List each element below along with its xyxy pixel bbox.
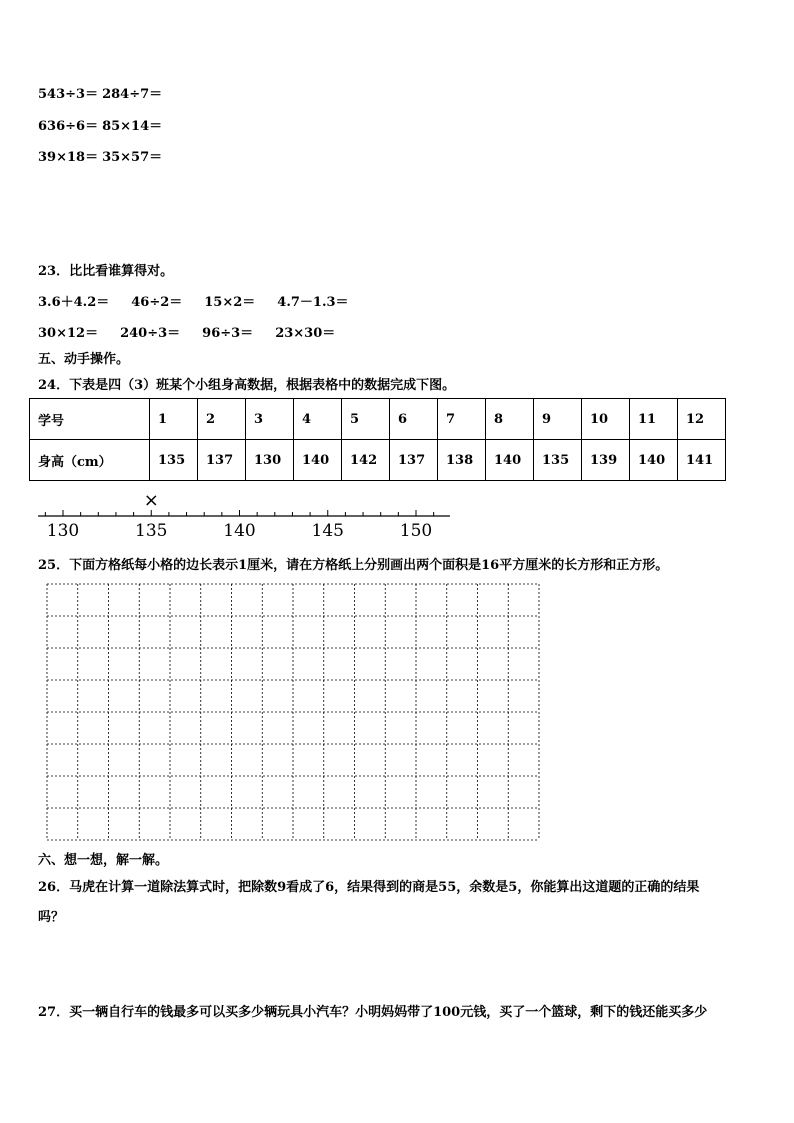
tick-label: 135 bbox=[135, 521, 168, 541]
table-cell: 9 bbox=[534, 399, 582, 440]
calc-row-1 bbox=[38, 83, 162, 102]
calc-item: 35×57＝ bbox=[102, 150, 163, 165]
section-6-heading: 六、想一想，解一解。 bbox=[38, 853, 169, 868]
table-cell: 2 bbox=[198, 399, 246, 440]
table-cell: 140 bbox=[486, 440, 534, 481]
table-cell: 137 bbox=[390, 440, 438, 481]
table-cell: 5 bbox=[342, 399, 390, 440]
table-cell: 137 bbox=[198, 440, 246, 481]
table-cell: 135 bbox=[150, 440, 198, 481]
calc-item: 284÷7＝ bbox=[102, 87, 163, 102]
table-cell: 140 bbox=[630, 440, 678, 481]
calc-row-3 bbox=[38, 146, 162, 165]
table-cell: 140 bbox=[294, 440, 342, 481]
table-cell: 6 bbox=[390, 399, 438, 440]
table-cell: 7 bbox=[438, 399, 486, 440]
q23-row-1 bbox=[38, 291, 349, 310]
height-table bbox=[29, 398, 726, 481]
q23-item: 30×12＝ bbox=[38, 326, 99, 341]
q23-item: 23×30＝ bbox=[275, 326, 336, 341]
tick-label: 145 bbox=[311, 521, 344, 541]
calc-item: 39×18＝ bbox=[38, 150, 99, 165]
q23-item: 3.6＋4.2＝ bbox=[38, 295, 110, 310]
calc-item: 85×14＝ bbox=[102, 119, 163, 134]
q23-title: 23．比比看谁算得对。 bbox=[38, 264, 174, 279]
q26-line-1: 26．马虎在计算一道除法算式时，把除数9看成了6，结果得到的商是55，余数是5，你能算出这道题的正确的结果 bbox=[38, 880, 700, 895]
table-cell: 11 bbox=[630, 399, 678, 440]
q26-line-2: 吗？ bbox=[38, 910, 65, 925]
tick-label: 150 bbox=[399, 521, 433, 541]
calc-item: 543÷3＝ bbox=[38, 87, 99, 102]
table-header-cell: 学号 bbox=[30, 399, 150, 440]
q23-item: 4.7－1.3＝ bbox=[277, 295, 349, 310]
table-cell: 141 bbox=[678, 440, 726, 481]
q25-title: 25．下面方格纸每小格的边长表示1厘米，请在方格纸上分别画出两个面积是16平方厘米的长方形和正方形。 bbox=[38, 558, 669, 573]
calc-row-2 bbox=[38, 115, 162, 134]
table-cell: 1 bbox=[150, 399, 198, 440]
table-cell: 4 bbox=[294, 399, 342, 440]
q23-item: 240÷3＝ bbox=[120, 326, 181, 341]
q24-title: 24．下表是四（3）班某个小组身高数据，根据表格中的数据完成下图。 bbox=[38, 378, 456, 393]
data-mark: × bbox=[143, 490, 159, 511]
q23-item: 96÷3＝ bbox=[202, 326, 254, 341]
table-cell: 12 bbox=[678, 399, 726, 440]
q23-item: 46÷2＝ bbox=[131, 295, 183, 310]
table-cell: 130 bbox=[246, 440, 294, 481]
table-header-cell: 身高（cm） bbox=[30, 440, 150, 481]
section-5-heading: 五、动手操作。 bbox=[38, 352, 130, 367]
tick-label: 140 bbox=[223, 521, 256, 541]
tick-label: 130 bbox=[46, 521, 80, 541]
table-cell: 3 bbox=[246, 399, 294, 440]
table-cell: 8 bbox=[486, 399, 534, 440]
table-cell: 135 bbox=[534, 440, 582, 481]
q27-line-1: 27．买一辆自行车的钱最多可以买多少辆玩具小汽车？小明妈妈带了100元钱，买了一个篮球，剩下的钱还能买多少 bbox=[38, 1005, 708, 1020]
table-row bbox=[30, 399, 726, 440]
table-cell: 142 bbox=[342, 440, 390, 481]
table-cell: 138 bbox=[438, 440, 486, 481]
table-row bbox=[30, 440, 726, 481]
table-cell: 10 bbox=[582, 399, 630, 440]
q23-item: 15×2＝ bbox=[204, 295, 256, 310]
q23-row-2 bbox=[38, 322, 335, 341]
calc-item: 636÷6＝ bbox=[38, 119, 99, 134]
table-cell: 139 bbox=[582, 440, 630, 481]
